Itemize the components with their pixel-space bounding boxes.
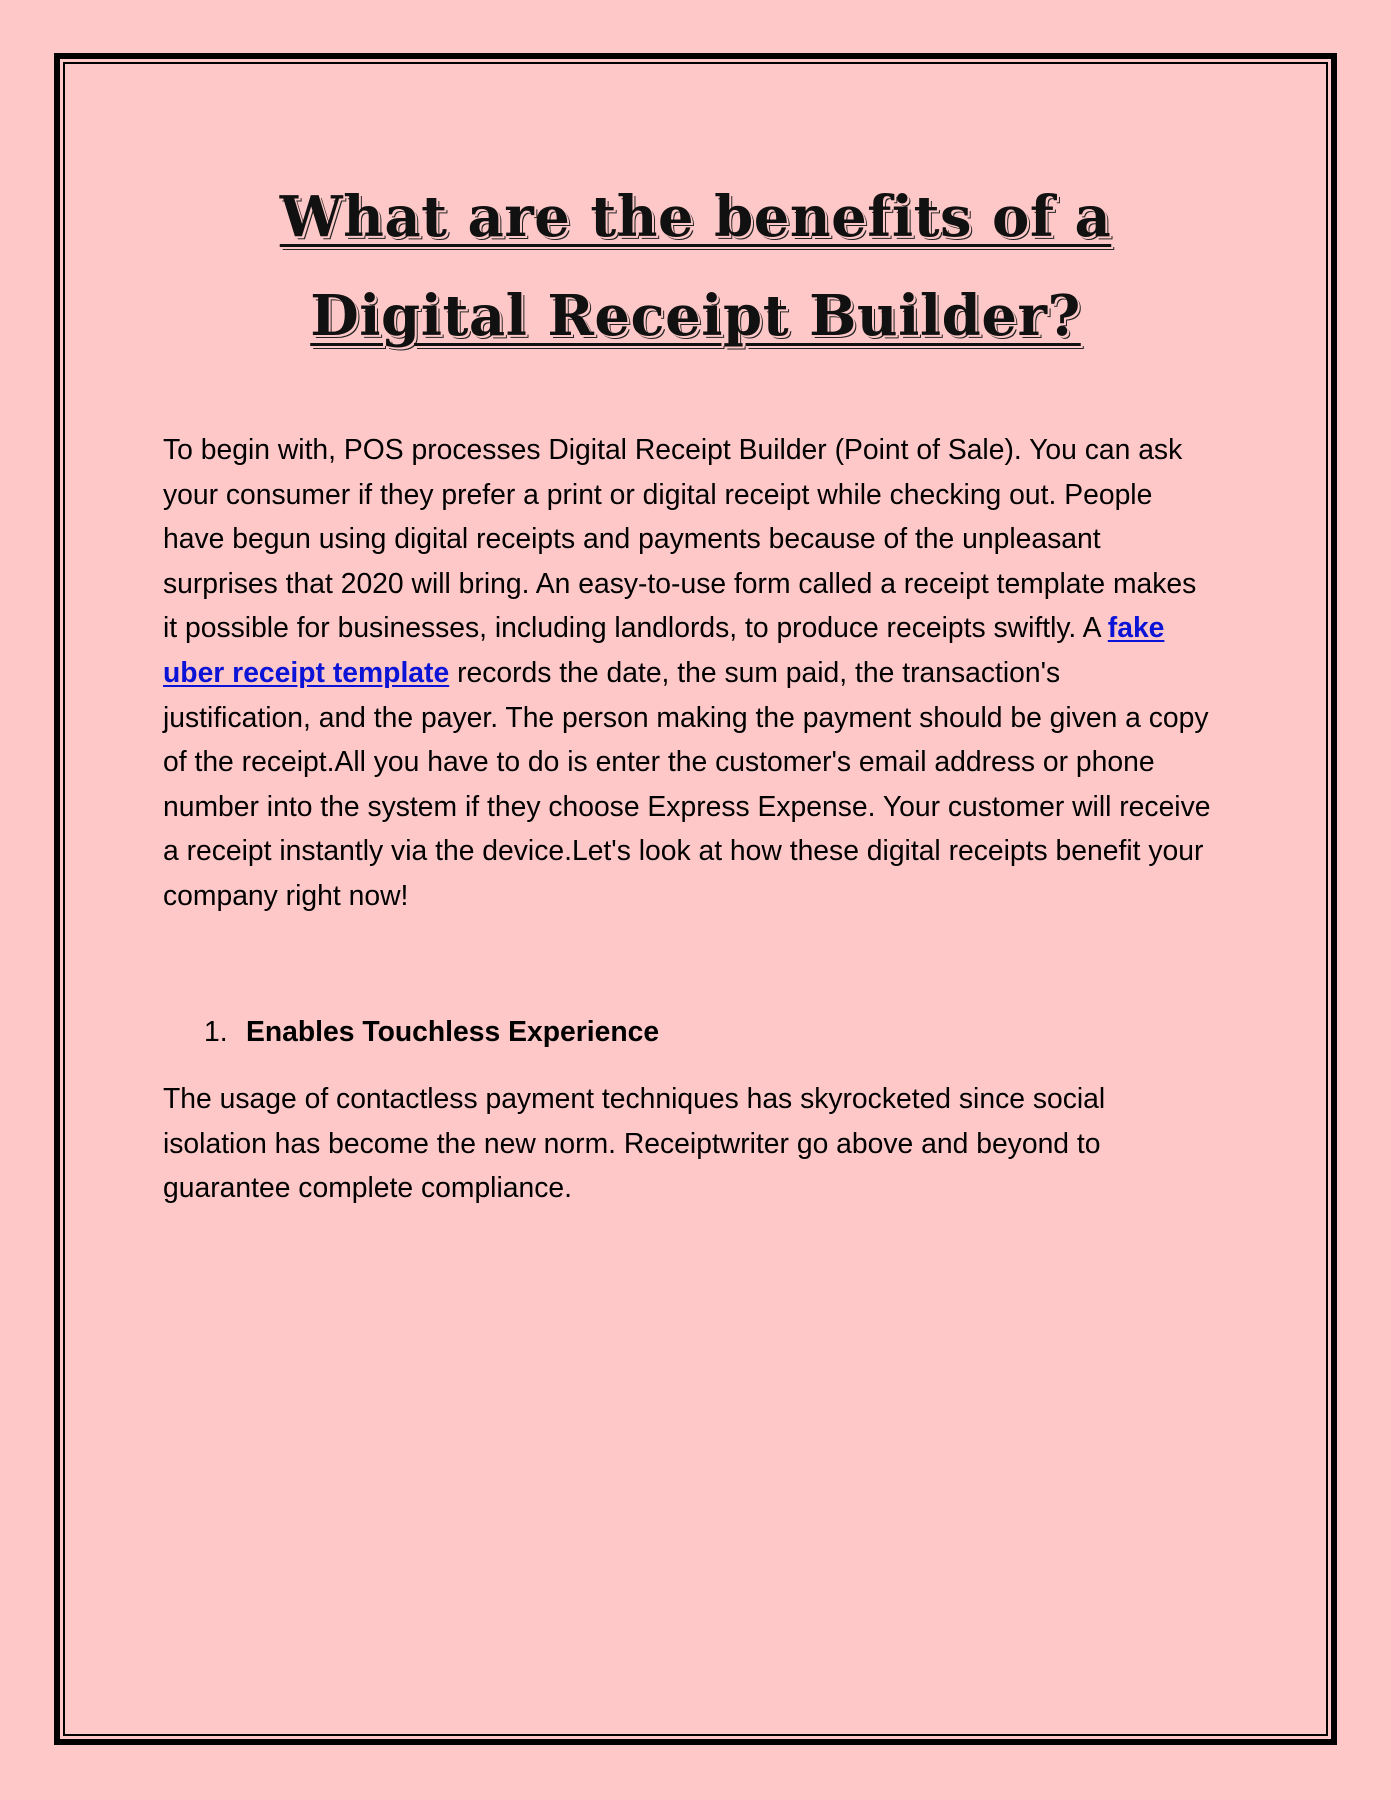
list-item-number: 1. xyxy=(204,1015,228,1047)
intro-text-after-link: records the date, the sum paid, the transaction's justification, and the payer. The person making the payment should be given a copy of the receipt.All you have to do is enter the customer's email address or phone number into the system if they choose Express Expense. Your customer will receive a receipt instantly via the device.Let's look at how these digital receipts benefit your company right now! xyxy=(163,655,1211,911)
list-item xyxy=(204,1009,659,1053)
touchless-paragraph: The usage of contactless payment techniques has skyrocketed since social isolation has become the new norm. Receiptwriter go above and beyond to guarantee complete compliance. xyxy=(163,1082,1106,1204)
title-line-1: What are the benefits of a xyxy=(279,184,1112,250)
title-line-2: Digital Receipt Builder? xyxy=(310,283,1081,349)
document-title xyxy=(100,168,1291,366)
list-item-heading: Enables Touchless Experience xyxy=(246,1015,660,1047)
intro-text-before-link: To begin with, POS processes Digital Receipt Builder (Point of Sale). You can ask your consumer if they prefer a print or digital receipt while checking out. People have begun using digital receipts and payments because of the unpleasant surprises that 2020 will bring. An easy-to-use form called a receipt template makes it possible for businesses, including landlords, to produce receipts swiftly. A xyxy=(163,433,1197,644)
intro-paragraph xyxy=(163,427,1213,918)
fake-uber-receipt-template-link[interactable]: fake uber receipt template xyxy=(163,611,1165,688)
